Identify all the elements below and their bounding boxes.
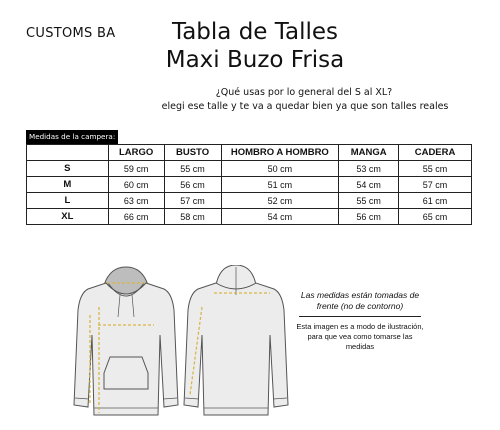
question-line: ¿Qué usas por lo general del S al XL? xyxy=(215,87,393,98)
size-label: S xyxy=(27,161,109,177)
column-header-cadera: CADERA xyxy=(399,145,472,161)
hoodie-illustration xyxy=(70,265,290,430)
column-header-manga: MANGA xyxy=(339,145,399,161)
table-cell: 57 cm xyxy=(399,177,472,193)
table-cell: 50 cm xyxy=(221,161,339,177)
size-label: XL xyxy=(27,209,109,225)
table-row xyxy=(27,177,472,193)
table-cell: 53 cm xyxy=(339,161,399,177)
advice-line: elegi ese talle y te va a quedar bien ya que son talles reales xyxy=(161,101,449,112)
column-header-busto: BUSTO xyxy=(164,145,221,161)
table-cell: 63 cm xyxy=(108,193,164,209)
hoodie-back-icon xyxy=(184,265,288,415)
size-table xyxy=(26,144,472,225)
table-cell: 54 cm xyxy=(339,177,399,193)
table-cell: 56 cm xyxy=(339,209,399,225)
column-header-hombro: HOMBRO A HOMBRO xyxy=(221,145,339,161)
size-label: L xyxy=(27,193,109,209)
table-cell: 52 cm xyxy=(221,193,339,209)
table-cell: 51 cm xyxy=(221,177,339,193)
table-cell: 59 cm xyxy=(108,161,164,177)
table-cell: 55 cm xyxy=(399,161,472,177)
product-name: Maxi Buzo Frisa xyxy=(165,47,345,73)
table-cell: 60 cm xyxy=(108,177,164,193)
table-row xyxy=(27,161,472,177)
column-header-largo: LARGO xyxy=(108,145,164,161)
measurement-notes xyxy=(294,290,426,352)
note-illustration: Esta imagen es a modo de ilustración, para que vea como tomarse las medidas xyxy=(296,322,424,351)
table-cell: 57 cm xyxy=(164,193,221,209)
table-cell: 66 cm xyxy=(108,209,164,225)
table-cell: 58 cm xyxy=(164,209,221,225)
page-title: Tabla de Talles xyxy=(171,19,339,45)
header-cell-empty xyxy=(27,145,109,161)
table-cell: 61 cm xyxy=(399,193,472,209)
table-cell: 56 cm xyxy=(164,177,221,193)
table-caption: Medidas de la campera: xyxy=(26,130,118,144)
divider xyxy=(299,316,421,317)
table-row xyxy=(27,209,472,225)
table-cell: 55 cm xyxy=(164,161,221,177)
table-cell: 55 cm xyxy=(339,193,399,209)
brand-name: CUSTOMS BA xyxy=(26,26,116,41)
note-front-measurement: Las medidas están tomadas de frente (no de contorno) xyxy=(300,290,420,311)
table-cell: 54 cm xyxy=(221,209,339,225)
hoodie-front-icon xyxy=(74,267,178,415)
table-header-row xyxy=(27,145,472,161)
size-label: M xyxy=(27,177,109,193)
table-cell: 65 cm xyxy=(399,209,472,225)
table-row xyxy=(27,193,472,209)
